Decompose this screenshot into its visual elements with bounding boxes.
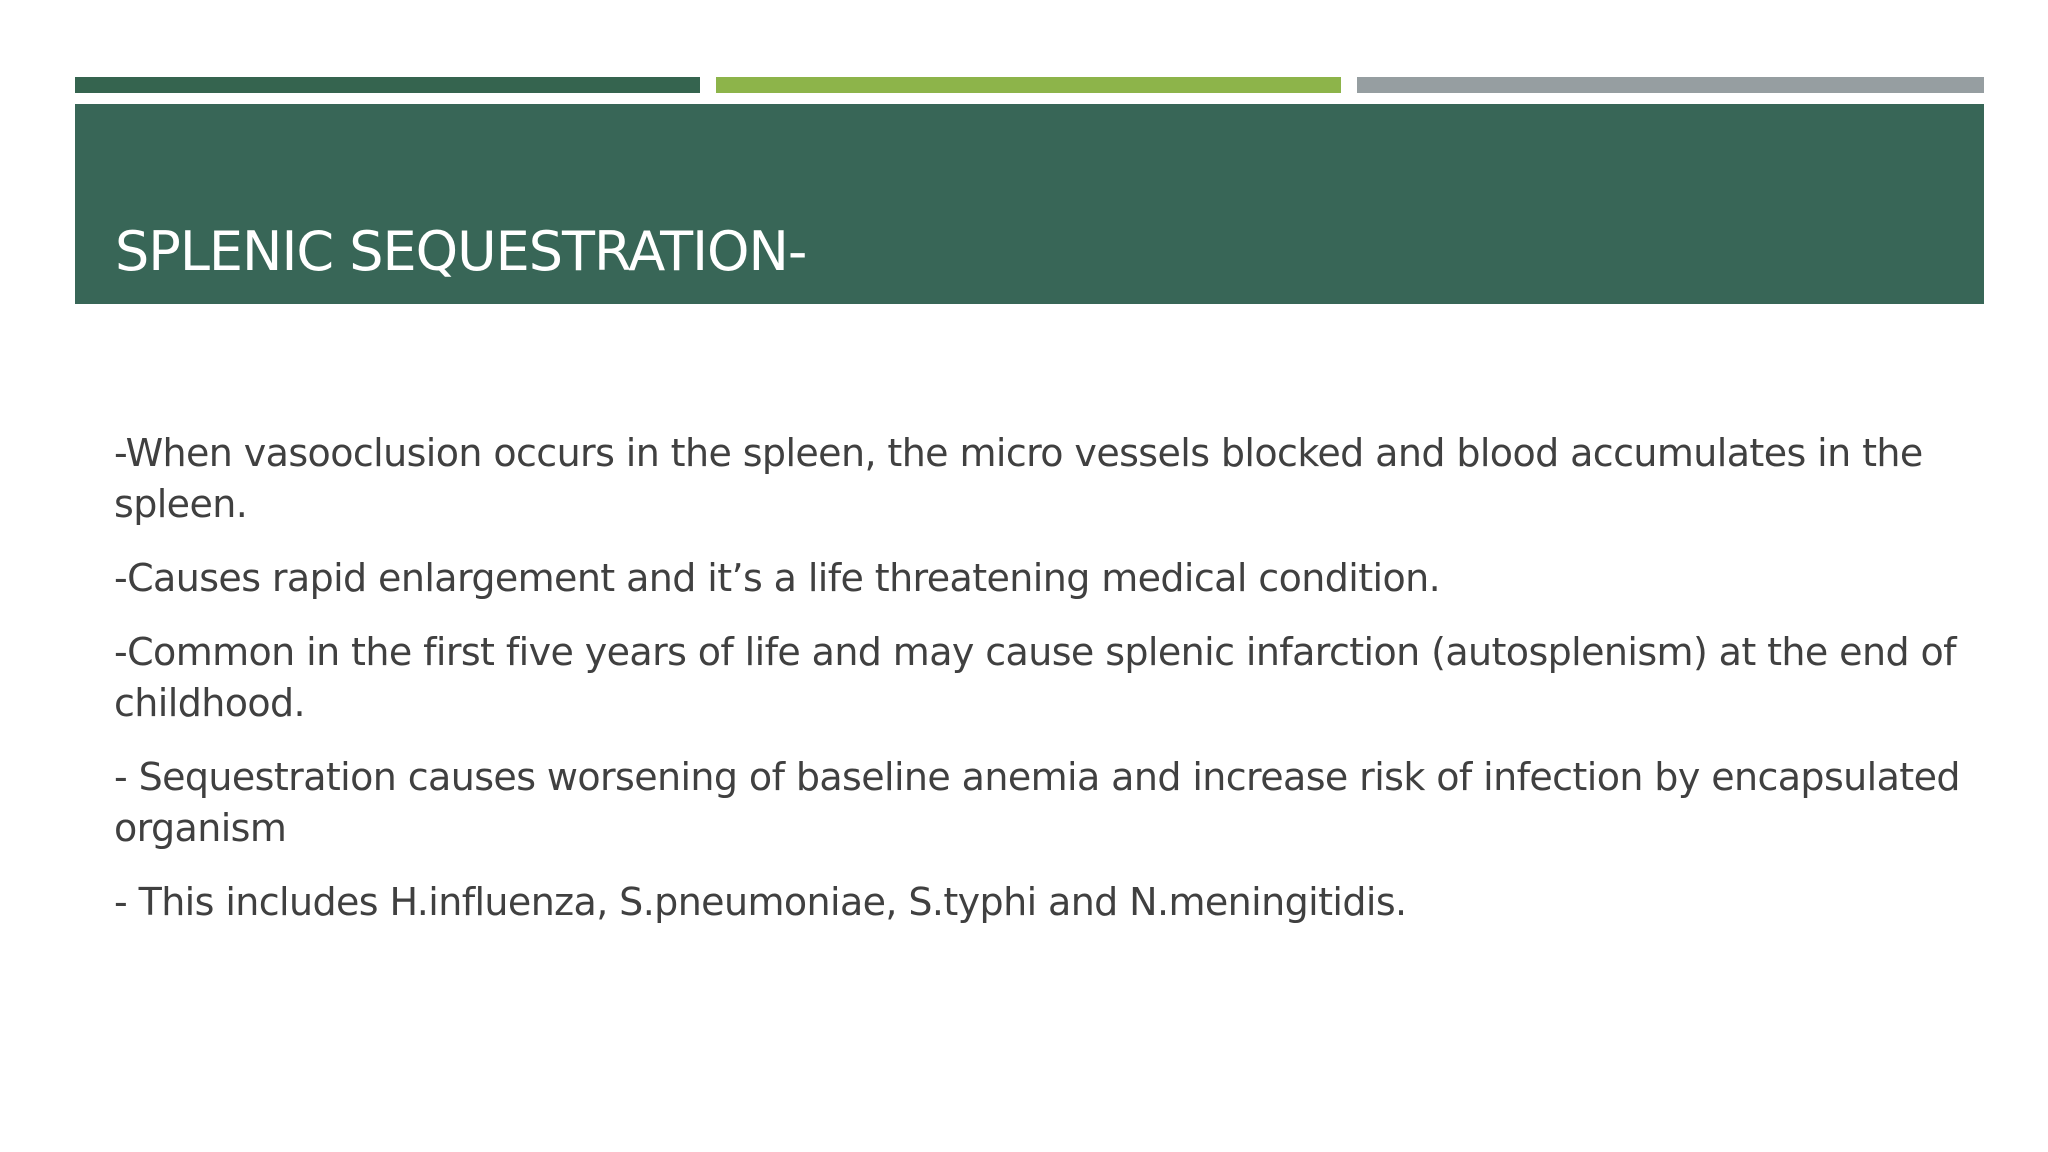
body-paragraph: - This includes H.influenza, S.pneumoniae, S.typhi and N.meningitidis. bbox=[114, 880, 1407, 924]
body-paragraph: - Sequestration causes worsening of baseline anemia and increase risk of infection by encapsulated organism bbox=[114, 755, 1960, 850]
slide-body bbox=[114, 428, 1994, 951]
slide-title: SPLENIC SEQUESTRATION- bbox=[115, 220, 807, 283]
body-paragraph: -When vasooclusion occurs in the spleen, the micro vessels blocked and blood accumulates in the spleen. bbox=[114, 431, 1923, 526]
accent-bar-gray bbox=[1357, 77, 1984, 93]
body-paragraph: -Causes rapid enlargement and it’s a life threatening medical condition. bbox=[114, 556, 1441, 600]
body-paragraph: -Common in the first five years of life and may cause splenic infarction (autosplenism) at the end of childhood. bbox=[114, 630, 1956, 725]
accent-bar-lime-green bbox=[716, 77, 1341, 93]
title-band bbox=[75, 104, 1984, 304]
accent-bar-dark-green bbox=[75, 77, 700, 93]
